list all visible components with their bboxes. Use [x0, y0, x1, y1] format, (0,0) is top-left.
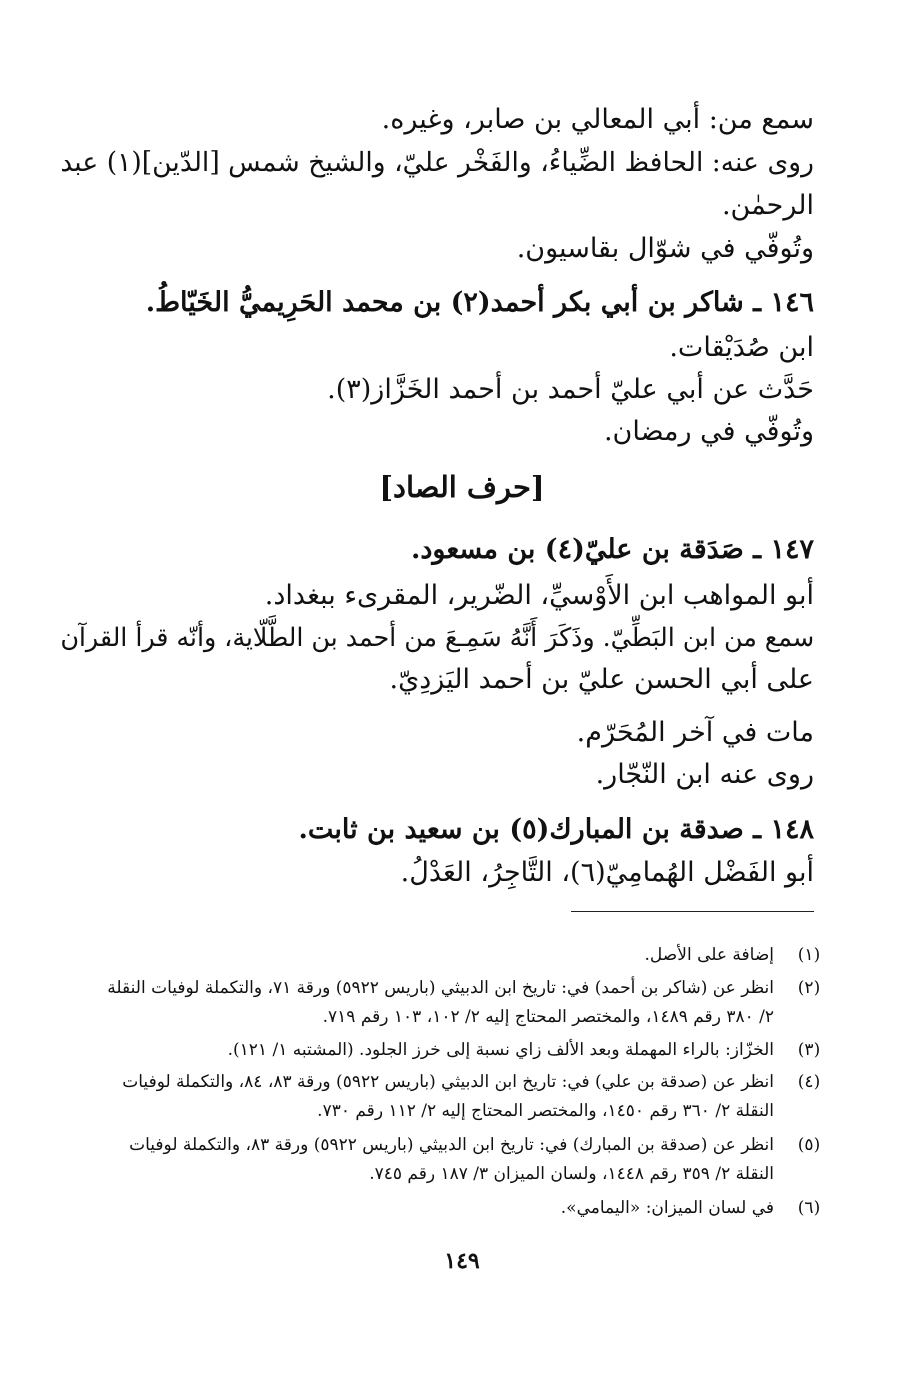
- section-heading: [حرف الصاد]: [379, 470, 545, 504]
- footnote-number: (٥): [797, 1135, 821, 1155]
- body-line: الرحمٰن.: [721, 190, 814, 221]
- footnote-number: (٤): [797, 1072, 821, 1092]
- body-line: ابن صُدَيْقات.: [669, 332, 814, 363]
- footnote-number: (٣): [797, 1040, 821, 1060]
- footnote-text: إضافة على الأصل.: [644, 945, 774, 965]
- footnote-text: انظر عن (صدقة بن علي) في: تاريخ ابن الدبيثي (باريس ٥٩٢٢) ورقة ٨٣، ٨٤، والتكملة لوفيات النقلة ٢/ ٣٦٠ رقم ١٤٥٠، والمختصر المحتاج إليه ٢/ ١١٢ رقم ٧٣٠.: [122, 1072, 774, 1121]
- footnote-number: (٢): [797, 978, 821, 998]
- body-line: روى عنه ابن النّجّار.: [595, 759, 814, 790]
- footnote-6: [104, 1194, 829, 1223]
- body-line: مات في آخر المُحَرّم.: [576, 717, 814, 748]
- body-line: أبو الفَضْل الهُمامِيّ(٦)، التَّاجِرُ، العَدْلُ.: [400, 857, 814, 888]
- page-number: ١٤٩: [444, 1248, 480, 1274]
- body-line: سمع من ابن البَطِّيّ. وذَكَرَ أَنَّهُ سَمِـعَ من أحمد بن الطَّلّاية، وأنّه قرأ القرآن: [60, 623, 814, 652]
- body-line: وتُوفّي في رمضان.: [603, 416, 814, 447]
- body-line: وتُوفّي في شوّال بقاسيون.: [516, 233, 814, 264]
- footnote-text: انظر عن (صدقة بن المبارك) في: تاريخ ابن الدبيثي (باريس ٥٩٢٢) ورقة ٨٣، والتكملة لوفيات النقلة ٢/ ٣٥٩ رقم ١٤٤٨، ولسان الميزان ٣/ ١٨٧ رقم ٧٤٥.: [129, 1135, 774, 1184]
- footnote-text: الخزّاز: بالراء المهملة وبعد الألف زاي نسبة إلى خرز الجلود. (المشتبه ١/ ١٢١).: [227, 1040, 774, 1060]
- body-line: روى عنه: الحافظ الضِّياءُ، والفَخْر عليّ، والشيخ شمس [الدّين](١) عبد: [60, 147, 814, 178]
- body-line: سمع من: أبي المعالي بن صابر، وغيره.: [381, 104, 814, 135]
- footnote-5: [104, 1131, 829, 1189]
- footnote-number: (١): [797, 945, 821, 965]
- footnote-4: [104, 1068, 829, 1126]
- entry-heading-146: ١٤٦ ـ شاكر بن أبي بكر أحمد(٢) بن محمد الحَرِيميُّ الخَيّاطُ.: [145, 287, 814, 318]
- body-line: حَدَّث عن أبي عليّ أحمد بن أحمد الخَزَّاز(٣).: [327, 374, 814, 405]
- footnote-1: [104, 941, 829, 970]
- body-line: على أبي الحسن عليّ بن أحمد اليَزدِيّ.: [389, 664, 814, 695]
- footnote-text: انظر عن (شاكر بن أحمد) في: تاريخ ابن الدبيثي (باريس ٥٩٢٢) ورقة ٧١، والتكملة لوفيات النقلة ٢/ ٣٨٠ رقم ١٤٨٩، والمختصر المحتاج إليه ٢/ ١٠٢، ١٠٣ رقم ٧١٩.: [107, 978, 774, 1027]
- body-line: أبو المواهب ابن الأَوْسيِّ، الضّرير، المقرىء ببغداد.: [264, 580, 814, 611]
- entry-heading-148: ١٤٨ ـ صدقة بن المبارك(٥) بن سعيد بن ثابت.: [298, 814, 814, 845]
- footnote-number: (٦): [797, 1198, 821, 1218]
- footnote-text: في لسان الميزان: «اليمامي».: [560, 1198, 774, 1218]
- footnote-3: [104, 1036, 829, 1065]
- entry-heading-147: ١٤٧ ـ صَدَقة بن عليّ(٤) بن مسعود.: [410, 534, 814, 565]
- footnote-2: [104, 974, 829, 1032]
- footnote-divider: [571, 911, 814, 912]
